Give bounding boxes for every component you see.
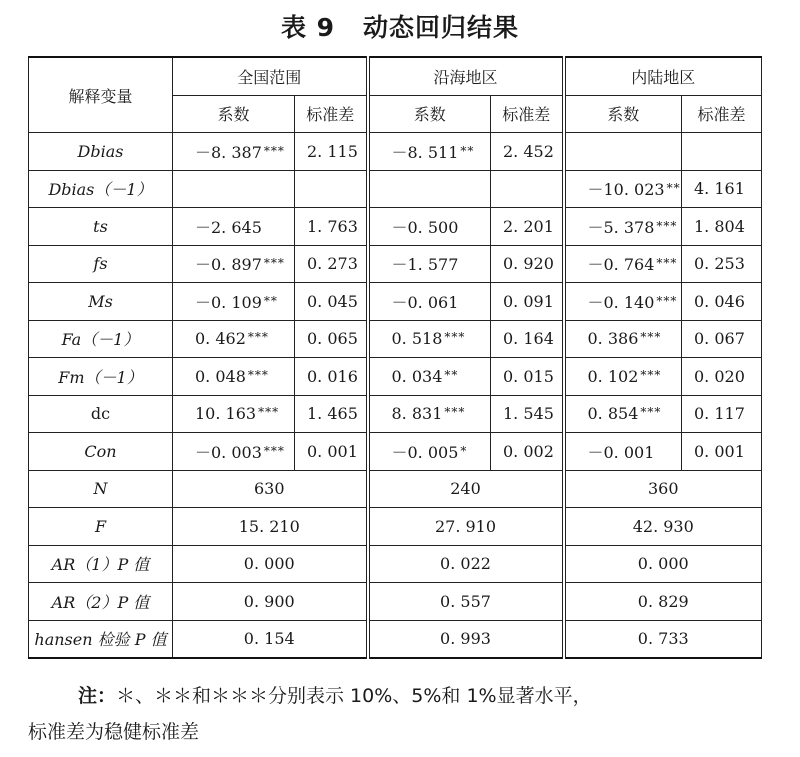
header-se: 标准差 [295,95,368,133]
significance-stars: *** [640,405,662,420]
std-error-cell [295,320,368,358]
cell-value: 0. 015 [503,366,554,386]
stat-value: 0. 733 [564,620,762,658]
std-error-cell [295,245,368,283]
row-variable-label: Dbias [29,133,173,171]
significance-stars: * [460,443,468,458]
stat-value: 0. 000 [564,545,762,583]
cell-value: 0. 002 [503,441,554,461]
coefficient-cell [564,433,682,471]
coefficient-cell [173,208,295,246]
coefficient-cell [564,320,682,358]
significance-stars: *** [247,367,269,382]
std-error-cell [491,395,564,433]
row-variable-label: Ms [29,283,173,321]
coefficient-cell [173,133,295,171]
coefficient-cell [173,283,295,321]
std-error-cell [491,245,564,283]
header-group-inland: 内陆地区 [564,57,762,95]
coefficient-cell [564,170,682,208]
table-row [29,433,762,471]
cell-value: 0. 462 [195,329,246,349]
row-variable-label: ts [29,208,173,246]
std-error-cell [682,358,762,396]
cell-value: 2. 115 [307,141,358,161]
cell-value: －0. 897 [195,255,262,275]
stat-value: 0. 900 [173,583,368,621]
stat-label: hansen 检验 P 值 [29,620,173,658]
stat-value: 42. 930 [564,508,762,546]
header-se: 标准差 [682,95,762,133]
table-title [0,8,800,44]
note-line-2: 标准差为稳健标准差 [28,721,200,743]
std-error-cell [295,433,368,471]
std-error-cell [491,170,564,208]
significance-stars: ** [666,181,681,196]
cell-value: 0. 854 [587,404,639,424]
row-variable-label: Fm（－1） [29,358,173,396]
table-title-text: 动态回归结果 [363,13,520,42]
row-variable-label: Dbias（－1） [29,170,173,208]
table-row [29,208,762,246]
significance-stars: *** [247,330,269,345]
coefficient-cell [368,395,491,433]
coefficient-cell [368,433,491,471]
std-error-cell [491,433,564,471]
cell-value: 0. 091 [503,291,554,311]
cell-value: 0. 273 [307,254,358,274]
table-row [29,283,762,321]
coefficient-cell [173,320,295,358]
coefficient-cell [564,358,682,396]
cell-value: 0. 034 [391,366,443,386]
stat-value: 0. 993 [368,620,564,658]
cell-value: 0. 045 [307,291,358,311]
table-row [29,170,762,208]
coefficient-cell [173,358,295,396]
cell-value: 1. 465 [307,404,358,424]
cell-value: 2. 452 [503,141,554,161]
header-var-label: 解释变量 [29,57,173,133]
std-error-cell [491,133,564,171]
significance-stars: *** [640,367,662,382]
stat-value: 0. 000 [173,545,368,583]
coefficient-cell [368,170,491,208]
std-error-cell [682,170,762,208]
cell-value: －0. 061 [391,292,459,312]
cell-value: 1. 763 [307,216,358,236]
coefficient-cell [173,245,295,283]
std-error-cell [682,283,762,321]
coefficient-cell [564,245,682,283]
row-variable-label: Fa（－1） [29,320,173,358]
cell-value: 0. 920 [503,254,554,274]
cell-value: 0. 117 [694,404,745,424]
significance-stars: *** [656,218,678,233]
significance-stars: *** [444,330,466,345]
cell-value: 0. 518 [391,329,443,349]
stat-value: 240 [368,470,564,508]
row-variable-label: dc [29,395,173,433]
significance-stars: ** [263,293,278,308]
table-row [29,133,762,171]
stat-row [29,470,762,508]
cell-value: －5. 378 [587,217,655,237]
cell-value: 0. 065 [307,329,358,349]
cell-value: －8. 387 [195,142,262,162]
coefficient-cell [368,133,491,171]
std-error-cell [682,320,762,358]
coefficient-cell [173,170,295,208]
table-row [29,358,762,396]
row-variable-label: Con [29,433,173,471]
std-error-cell [491,358,564,396]
cell-value: 0. 164 [503,329,554,349]
cell-value: －0. 500 [391,217,459,237]
note-line-1: ＊、＊＊和＊＊＊分别表示 10%、5%和 1%显著水平， [116,685,592,707]
coefficient-cell [173,433,295,471]
cell-value: 8. 831 [391,404,443,424]
stat-row [29,620,762,658]
std-error-cell [295,395,368,433]
std-error-cell [295,133,368,171]
cell-value: －10. 023 [587,180,665,200]
cell-value: －0. 140 [587,292,655,312]
coefficient-cell [368,208,491,246]
significance-stars: *** [656,256,678,271]
std-error-cell [491,283,564,321]
cell-value: －0. 005 [391,442,459,462]
cell-value: 0. 386 [587,329,639,349]
cell-value: 0. 067 [694,329,745,349]
cell-value: 0. 253 [694,254,745,274]
header-coef: 系数 [173,95,295,133]
cell-value: 0. 001 [307,441,358,461]
table-note [28,678,773,750]
significance-stars: *** [263,256,285,271]
std-error-cell [682,133,762,171]
stat-value: 15. 210 [173,508,368,546]
cell-value: 0. 102 [587,366,639,386]
coefficient-cell [368,245,491,283]
coefficient-cell [368,283,491,321]
stat-row [29,583,762,621]
std-error-cell [682,433,762,471]
coefficient-cell [368,320,491,358]
regression-table [28,56,762,659]
table-row [29,395,762,433]
std-error-cell [682,208,762,246]
significance-stars: *** [263,443,285,458]
stat-label: N [29,470,173,508]
cell-value: 4. 161 [694,179,745,199]
stat-value: 630 [173,470,368,508]
header-se: 标准差 [491,95,564,133]
significance-stars: *** [444,405,466,420]
cell-value: 0. 001 [694,441,745,461]
stat-label: AR（2）P 值 [29,583,173,621]
cell-value: －8. 511 [391,142,459,162]
stat-row [29,545,762,583]
table-row [29,245,762,283]
note-label: 注： [78,685,117,707]
coefficient-cell [564,133,682,171]
row-variable-label: fs [29,245,173,283]
std-error-cell [682,245,762,283]
std-error-cell [295,170,368,208]
stat-value: 0. 557 [368,583,564,621]
std-error-cell [491,320,564,358]
cell-value: 0. 016 [307,366,358,386]
significance-stars: *** [263,143,285,158]
stat-value: 0. 022 [368,545,564,583]
stat-value: 27. 910 [368,508,564,546]
coefficient-cell [173,395,295,433]
significance-stars: ** [460,143,475,158]
coefficient-cell [564,395,682,433]
std-error-cell [491,208,564,246]
stat-label: AR（1）P 值 [29,545,173,583]
header-group-coastal: 沿海地区 [368,57,564,95]
cell-value: 1. 545 [503,404,554,424]
cell-value: 0. 020 [694,366,745,386]
cell-value: －0. 109 [195,292,262,312]
significance-stars: *** [656,293,678,308]
cell-value: －0. 003 [195,442,262,462]
std-error-cell [682,395,762,433]
coefficient-cell [564,208,682,246]
cell-value: 0. 048 [195,366,246,386]
coefficient-cell [564,283,682,321]
stat-value: 360 [564,470,762,508]
cell-value: 1. 804 [694,216,745,236]
stat-label: F [29,508,173,546]
significance-stars: *** [258,405,280,420]
std-error-cell [295,358,368,396]
table-number: 表 9 [280,13,336,42]
cell-value: －1. 577 [391,255,459,275]
cell-value: －2. 645 [195,217,262,237]
std-error-cell [295,283,368,321]
header-coef: 系数 [564,95,682,133]
cell-value: －0. 764 [587,255,655,275]
std-error-cell [295,208,368,246]
stat-value: 0. 829 [564,583,762,621]
significance-stars: ** [444,367,459,382]
stat-value: 0. 154 [173,620,368,658]
coefficient-cell [368,358,491,396]
table-row [29,320,762,358]
cell-value: 10. 163 [195,404,257,424]
stat-row [29,508,762,546]
cell-value: 2. 201 [503,216,554,236]
cell-value: 0. 046 [694,291,745,311]
header-coef: 系数 [368,95,491,133]
header-group-national: 全国范围 [173,57,368,95]
cell-value: －0. 001 [587,442,655,462]
significance-stars: *** [640,330,662,345]
